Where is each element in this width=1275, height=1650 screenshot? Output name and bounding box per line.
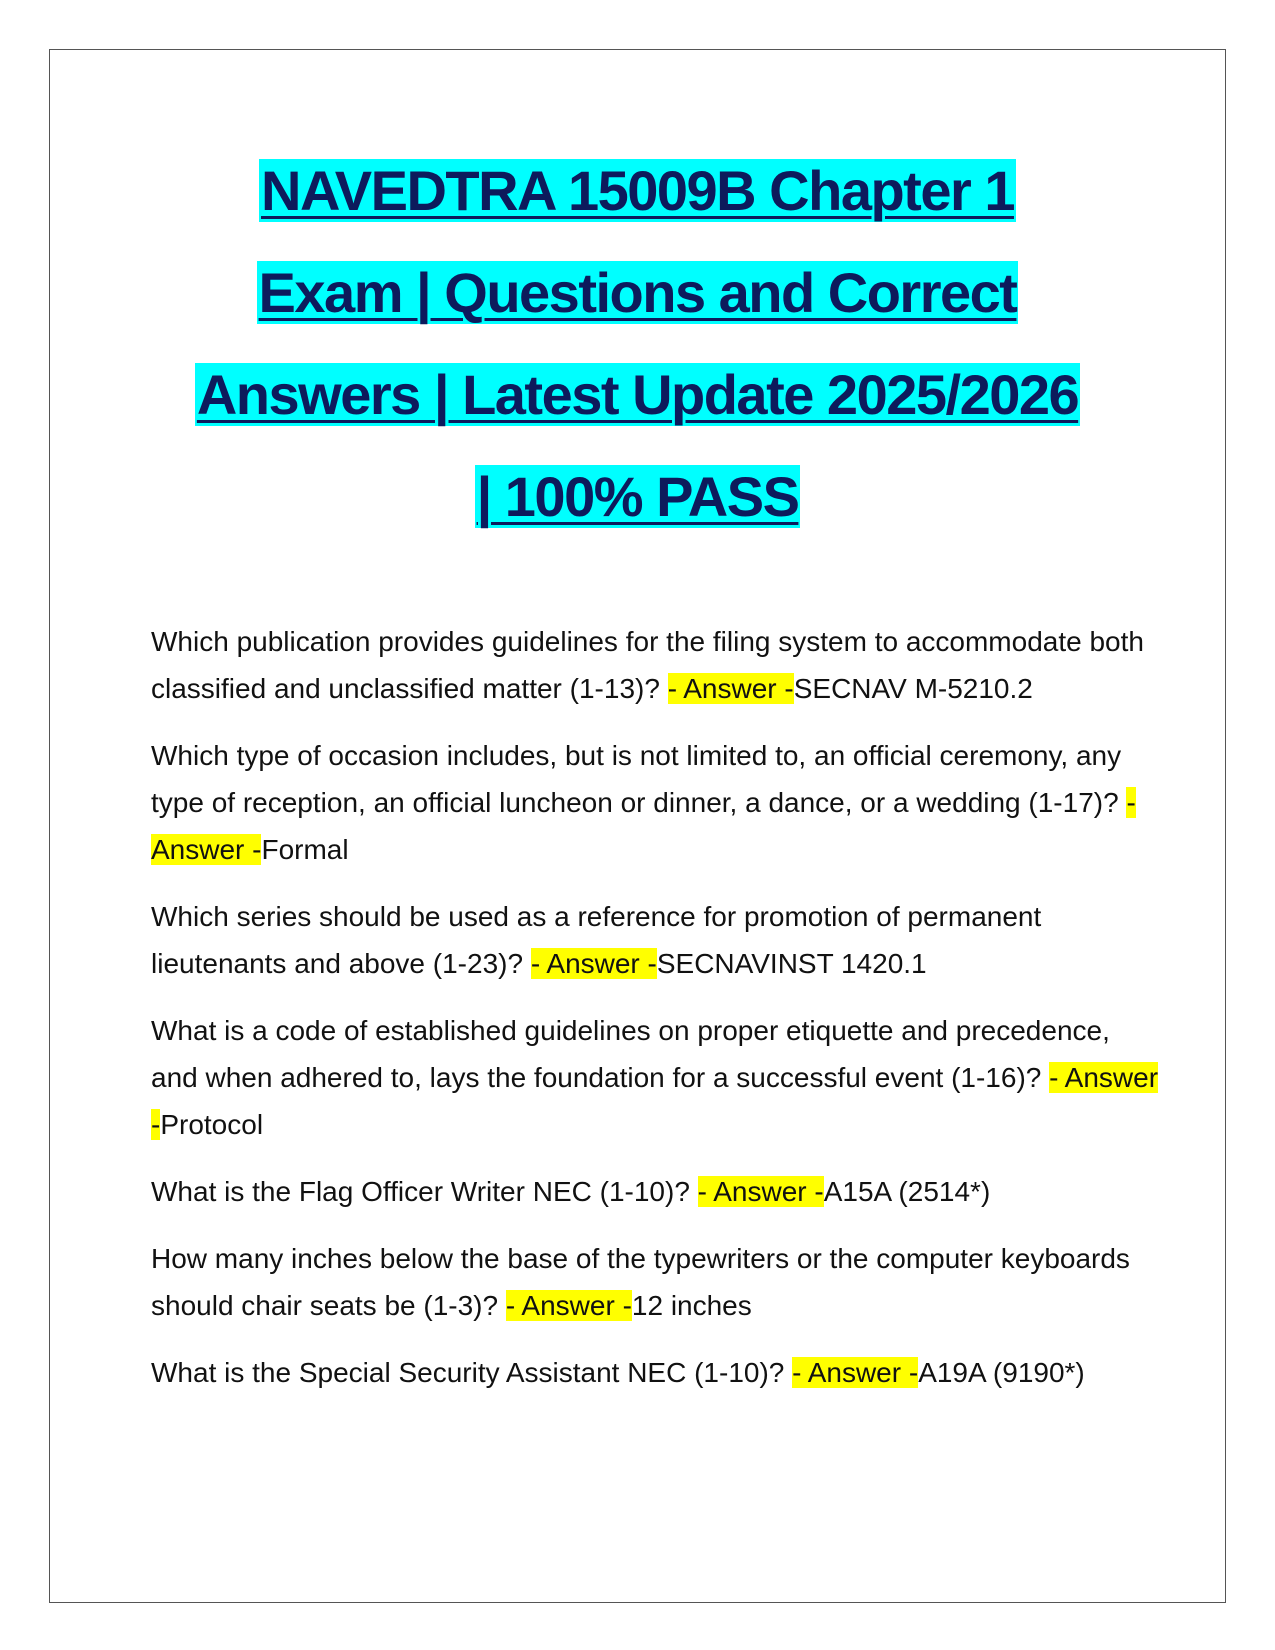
answer-marker: - Answer -: [151, 787, 1136, 865]
question-text: What is the Flag Officer Writer NEC (1-10)?: [151, 1176, 698, 1207]
answer-text: 12 inches: [631, 1290, 752, 1321]
answer-text: Formal: [261, 834, 349, 865]
answer-text: SECNAVINST 1420.1: [656, 948, 927, 979]
title-line-3: Answers | Latest Update 2025/2026: [196, 363, 1079, 426]
answer-text: A15A (2514*): [823, 1176, 991, 1207]
qa-item: [151, 618, 1161, 712]
answer-marker: - Answer -: [697, 1176, 824, 1207]
question-text: Which publication provides guidelines for the filing system to accommodate both classified and unclassified matter (1-13)?: [151, 626, 1144, 704]
qa-item: [151, 732, 1161, 873]
qa-item: [151, 1168, 1161, 1215]
question-text: What is a code of established guidelines on proper etiquette and precedence, and when adhered to, lays the foundation for a successful event (1-16)?: [151, 1015, 1110, 1093]
answer-marker: - Answer -: [792, 1357, 919, 1388]
qa-item: [151, 1349, 1161, 1396]
qa-item: [151, 893, 1161, 987]
answer-text: SECNAV M-5210.2: [793, 673, 1033, 704]
answer-text: A19A (9190*): [918, 1357, 1085, 1388]
answer-marker: - Answer -: [505, 1290, 632, 1321]
answer-text: Protocol: [160, 1109, 264, 1140]
question-text: Which series should be used as a reference for promotion of permanent lieutenants and above (1-23)?: [151, 901, 1042, 979]
question-text: Which type of occasion includes, but is not limited to, an official ceremony, any type of reception, an official luncheon or dinner, a dance, or a wedding (1-17)?: [151, 740, 1127, 818]
answer-marker: - Answer -: [667, 673, 794, 704]
question-answer-list: [151, 618, 1161, 1416]
title-line-1: NAVEDTRA 15009B Chapter 1: [261, 159, 1014, 222]
answer-marker: - Answer -: [151, 1062, 1159, 1140]
document-title: [100, 140, 1175, 548]
title-line-2: Exam | Questions and Correct: [258, 261, 1017, 324]
answer-marker: - Answer -: [530, 948, 657, 979]
qa-item: [151, 1235, 1161, 1329]
question-text: What is the Special Security Assistant NEC (1-10)?: [151, 1357, 793, 1388]
title-line-4: | 100% PASS: [476, 465, 799, 528]
question-text: How many inches below the base of the typewriters or the computer keyboards should chair seats be (1-3)?: [151, 1243, 1130, 1321]
qa-item: [151, 1007, 1161, 1148]
